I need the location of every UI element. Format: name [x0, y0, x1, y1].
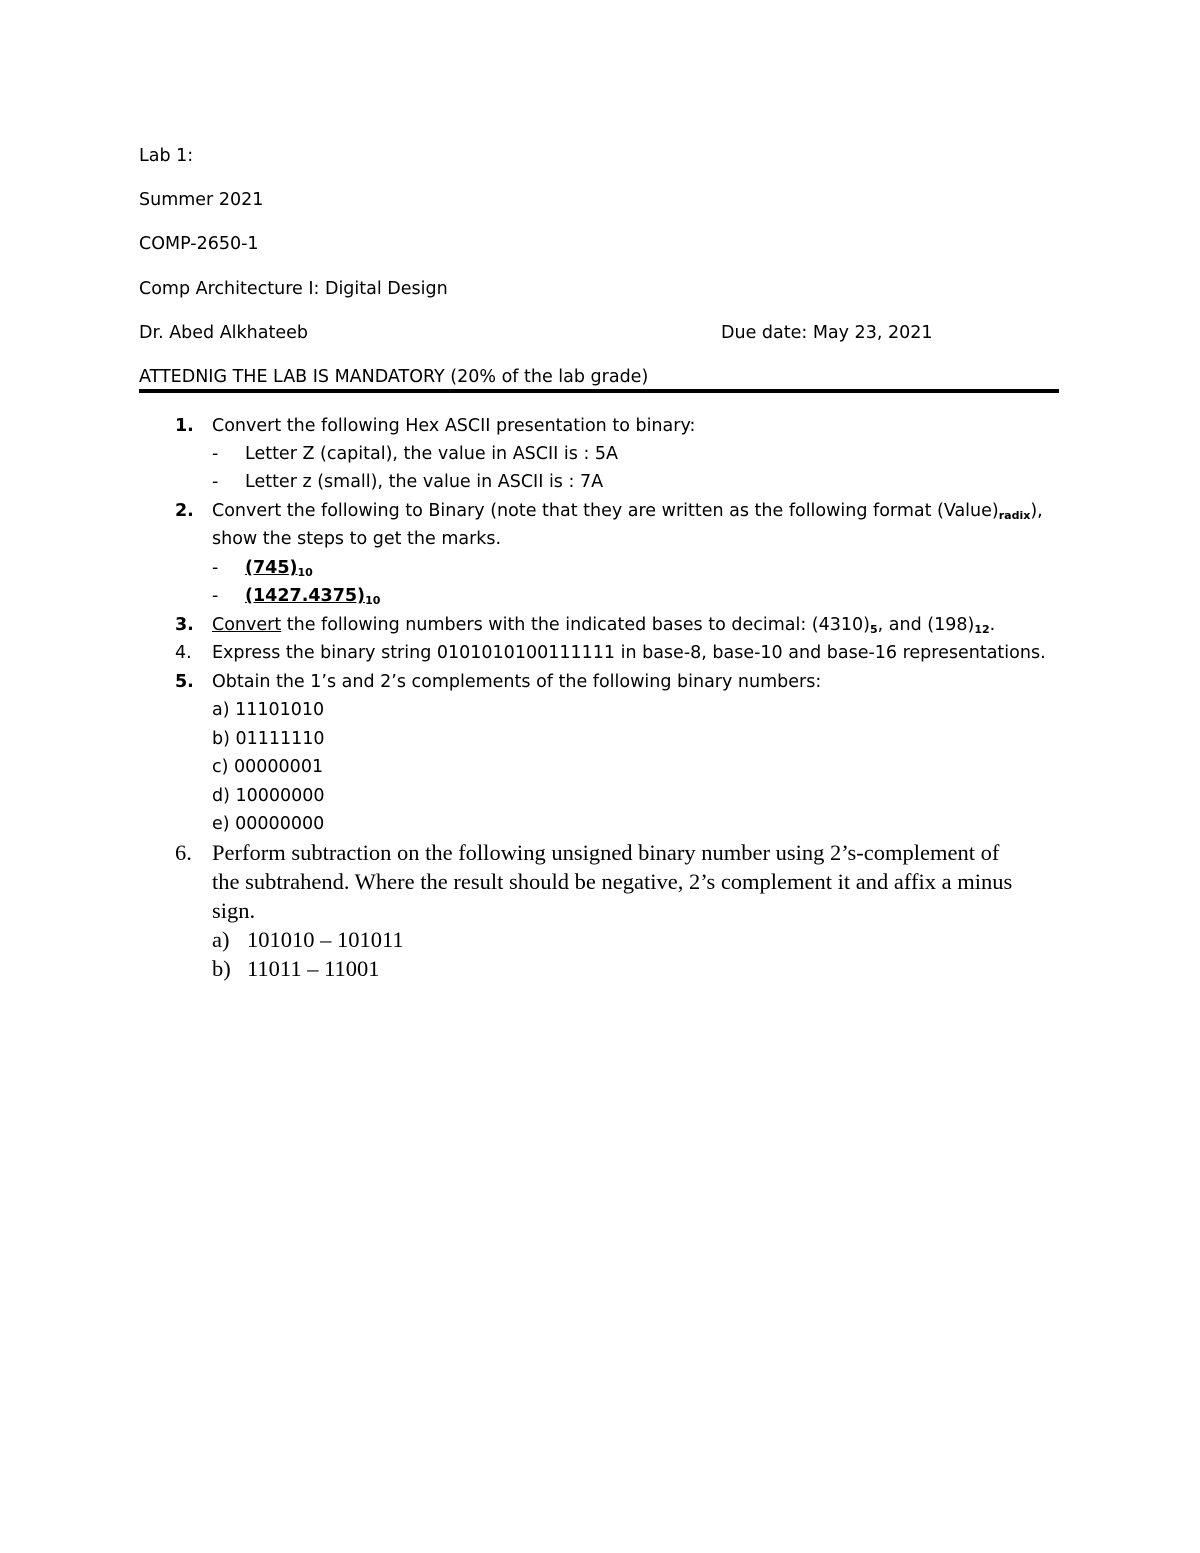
q4-text: Express the binary string 0101010100111111 in base-8, base-10 and base-16 representations.: [212, 643, 1046, 663]
q6-text-line1: Perform subtraction on the following unsigned binary number using 2’s-complement of: [212, 840, 1000, 865]
q2-text-main: Convert the following to Binary (note that they are written as the following format (Value): [212, 501, 999, 521]
q1-item-2: Letter z (small), the value in ASCII is : 7A: [245, 472, 604, 492]
q3-base-12: 12: [974, 623, 990, 636]
q1-text: Convert the following Hex ASCII presentation to binary:: [212, 416, 696, 436]
course-name: Comp Architecture I: Digital Design: [139, 279, 448, 299]
lab-title: Lab 1:: [139, 146, 194, 166]
q2-item-2-value: (1427.4375): [245, 586, 366, 606]
q2-item-1: [245, 558, 313, 579]
q3-text-mid: , and (198): [877, 615, 975, 635]
due-date: Due date: May 23, 2021: [721, 323, 933, 343]
q3-text: [212, 615, 995, 636]
q2-text-end: ),: [1030, 501, 1043, 521]
q3-number: 3.: [175, 615, 194, 635]
q5-text: Obtain the 1’s and 2’s complements of the following binary numbers:: [212, 672, 822, 692]
q2-text: [212, 501, 1043, 522]
q2-item-1-value: (745): [245, 558, 298, 578]
q1-item-1: Letter Z (capital), the value in ASCII is : 5A: [245, 444, 619, 464]
q3-convert-word: Convert: [212, 615, 282, 635]
q4-number: 4.: [175, 643, 192, 663]
q5-item-a: a) 11101010: [212, 700, 325, 720]
q3-base-5: 5: [869, 623, 878, 636]
q2-text-line2: show the steps to get the marks.: [212, 529, 502, 549]
q2-item-2: [245, 586, 380, 607]
q5-number: 5.: [175, 672, 194, 692]
q6-text-line3: sign.: [212, 898, 256, 923]
q2-bullet-dash: -: [212, 586, 219, 606]
q5-item-c: c) 00000001: [212, 757, 324, 777]
q6-text-line2: the subtrahend. Where the result should be negative, 2’s complement it and affix a minus: [212, 869, 1013, 894]
q1-bullet-dash: -: [212, 444, 219, 464]
q6-item-b-expression: 11011 – 11001: [247, 956, 380, 981]
attendance-notice: ATTEDNIG THE LAB IS MANDATORY (20% of the lab grade): [139, 367, 649, 387]
q2-item-1-base: 10: [297, 566, 313, 579]
q2-radix-subscript: radix: [998, 509, 1031, 522]
q1-bullet-dash: -: [212, 472, 219, 492]
q3-text-end: .: [989, 615, 996, 635]
q5-item-d: d) 10000000: [212, 786, 325, 806]
q3-text-main: the following numbers with the indicated bases to decimal: (4310): [281, 615, 870, 635]
instructor-name: Dr. Abed Alkhateeb: [139, 323, 308, 343]
q1-number: 1.: [175, 416, 194, 436]
q6-number: 6.: [175, 840, 192, 865]
q2-item-2-base: 10: [365, 594, 381, 607]
course-code: COMP-2650-1: [139, 234, 259, 254]
q6-item-b-label: b): [212, 956, 231, 981]
q6-item-a-expression: 101010 – 101011: [247, 927, 404, 952]
q6-item-a-label: a): [212, 927, 230, 952]
header-divider: [139, 389, 1059, 393]
q2-bullet-dash: -: [212, 558, 219, 578]
q2-number: 2.: [175, 501, 194, 521]
q5-item-e: e) 00000000: [212, 814, 325, 834]
q5-item-b: b) 01111110: [212, 729, 325, 749]
term-label: Summer 2021: [139, 190, 264, 210]
